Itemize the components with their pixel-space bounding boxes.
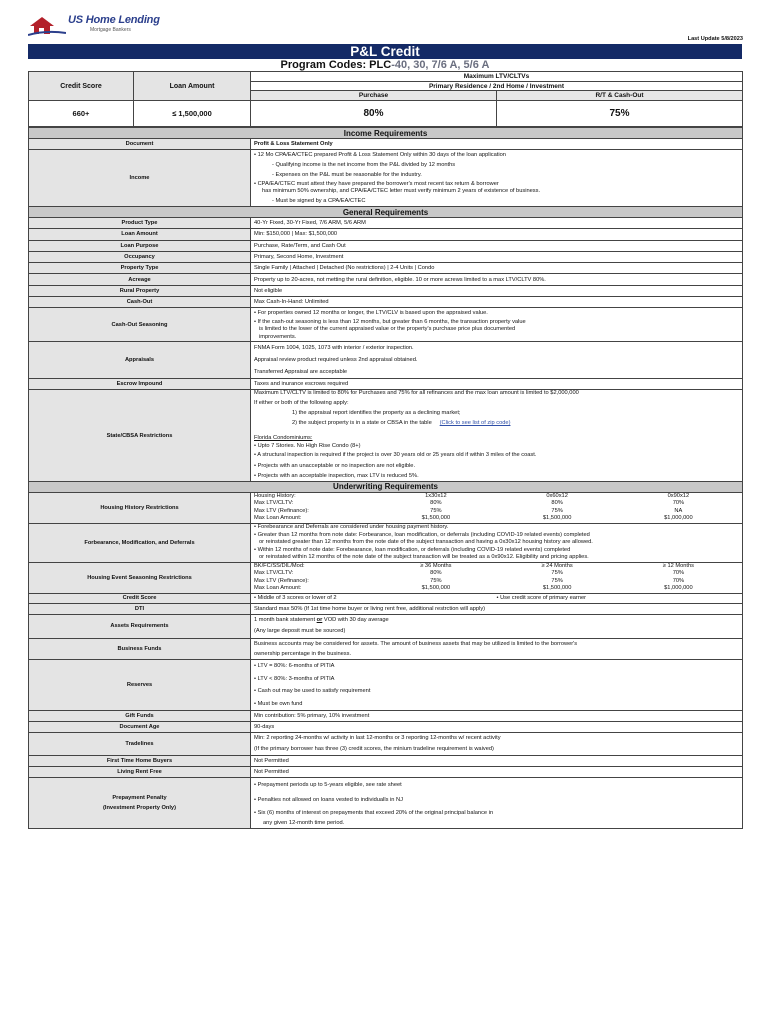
housing-event-label: Housing Event Seasoning Restrictions	[29, 562, 251, 593]
loan-purpose-label: Loan Purpose	[29, 240, 251, 251]
income-section-header: Income Requirements	[29, 128, 743, 139]
purchase-ltv: 80%	[251, 101, 497, 127]
loan-amount-value: ≤ 1,500,000	[134, 101, 251, 127]
business-funds-label: Business Funds	[29, 638, 251, 659]
property-type-label: Property Type	[29, 263, 251, 274]
rt-cashout-ltv: 75%	[497, 101, 743, 127]
cash-out-label: Cash-Out	[29, 297, 251, 308]
document-age-value: 90-days	[251, 722, 743, 733]
product-type-label: Product Type	[29, 218, 251, 229]
state-cbsa-label: State/CBSA Restrictions	[29, 390, 251, 482]
business-funds-value: Business accounts may be considered for assets. The amount of business assets that may be utilized is limited to the borrower's ownership percentage in the business.	[251, 638, 743, 659]
rt-cashout-header: R/T & Cash-Out	[497, 91, 743, 101]
escrow-value: Taxes and inurance escrows required	[251, 379, 743, 390]
prepayment-penalty-label: Prepayment Penalty (Investment Property Only)	[29, 778, 251, 829]
dti-label: DTI	[29, 603, 251, 614]
assets-label: Assets Requirements	[29, 614, 251, 638]
company-name: US Home Lending	[68, 14, 160, 26]
rate-sheet	[28, 44, 742, 829]
product-type-value: 40-Yr Fixed, 30-Yr Fixed, 7/6 ARM, 5/6 ARM	[251, 218, 743, 229]
occupancy-value: Primary, Second Home, Investment	[251, 251, 743, 262]
general-section-header: General Requirements	[29, 207, 743, 218]
program-codes: Program Codes: PLC-40, 30, 7/6 A, 5/6 A	[280, 59, 490, 71]
dti-value: Standard max 50% (If 1st time home buyer or living rent free, additional restrction will apply)	[251, 603, 743, 614]
cash-out-seasoning-label: Cash-Out Seasoning	[29, 308, 251, 342]
cash-out-seasoning-value: • For properties owned 12 months or longer, the LTV/CLV is based upon the appraised value. • If the cash-out seasoning is less than 12 months, but greater than 6 months, the transaction property value is limited to the lower of the current appraised value or the property's purchase price plus documented improvements.	[251, 308, 743, 342]
first-time-buyers-label: First Time Home Buyers	[29, 756, 251, 767]
credit-score-header: Credit Score	[29, 72, 134, 101]
reserves-value: • LTV = 80%: 6-months of PITIA • LTV < 80%: 3-months of PITIA • Cash out may be used to satisfy requirement • Must be own fund	[251, 660, 743, 711]
reserves-label: Reserves	[29, 660, 251, 711]
cash-out-value: Max Cash-In-Hand: Unlimited	[251, 297, 743, 308]
rural-property-value: Not eligible	[251, 285, 743, 296]
acreage-label: Acreage	[29, 274, 251, 285]
gift-funds-label: Gift Funds	[29, 711, 251, 722]
occupancy-label: Occupancy	[29, 251, 251, 262]
forbearance-value: • Forebearance and Deferrals are considered under housing payment history. • Greater than 12 months from note date: Forbearance, loan modification, or deferrals (including COVID-19 related events) completed or reinstated greater than 12 months from the note date of the subject transaction and having a 0x30x12 housing history are allowed. • Within 12 months of note date: Forebearance, loan modification, or deferrals (including COVID-19 related events) completed or reinstated within 12 months of the note date of the subject transaction will be treated as a 0x90x12. Eligibility and pricing applies.	[251, 523, 743, 562]
zip-code-list-link[interactable]: (Click to see list of zip code)	[439, 420, 511, 427]
underwriting-section-header: Underwriting Requirements	[29, 481, 743, 492]
house-logo-icon	[28, 14, 66, 36]
income-label: Income	[29, 150, 251, 207]
tradelines-value: Min: 2 reporting 24-months w/ activity in last 12-months or 3 reporting 12-months w/ recent activity (If the primary borrower has three (3) credit scores, the minium tradeline requirement is waived)	[251, 733, 743, 756]
rural-property-label: Rural Property	[29, 285, 251, 296]
loan-purpose-value: Purchase, Rate/Term, and Cash Out	[251, 240, 743, 251]
max-ltv-header: Maximum LTV/CLTVs	[251, 72, 743, 82]
housing-history-grid: Housing History: 1x30x12 0x60x12 0x90x12 Max LTV/CLTV: 80% 80% 70% Max LTV (Refinance): 75% 75% NA Max Loan Amount: $1,500,000 $1,500,000 $1,000,000	[251, 492, 743, 523]
loan-amount-label: Loan Amount	[29, 229, 251, 240]
acreage-value: Property up to 20-acres, not metting the rural definition, eligible. 10 or more acrews limited to a max LTV/CLTV 80%.	[251, 274, 743, 285]
prepayment-penalty-value: • Prepayment periods up to 5-years eligible, see rate sheet • Penalties not allowed on loans vested to individualls in NJ • Six (6) months of interest on prepayments that exceed 20% of the original principal balance in any given 12-month time period.	[251, 778, 743, 829]
last-update: Last Update 5/8/2023	[687, 36, 743, 42]
housing-event-grid: BK/FC/SS/DIL/Mod: ≥ 36 Months ≥ 24 Months ≥ 12 Months Max LTV/CLTV: 80% 75% 70% Max LTV (Refinance): 75% 75% 70% Max Loan Amount: $1,500,000 $1,500,000 $1,000,000	[251, 562, 743, 593]
company-tagline: Mortgage Bankers	[90, 27, 131, 33]
ltv-table	[28, 71, 743, 127]
living-rent-free-label: Living Rent Free	[29, 767, 251, 778]
document-value: Profit & Loss Statement Only	[251, 139, 743, 150]
company-logo	[28, 14, 188, 40]
income-details: • 12 Mo CPA/EA/CTEC prepared Profit & Loss Statement Only within 30 days of the loan application - Qualifying income is the net income from the P&L divided by 12 months - Expenses on the P&L must be reasonable for the industry. • CPA/EA/CTEC must attest they have prepared the borrower's most recent tax return & borrower has minimum 50% ownership, and CPA/EA/CTEC letter must verify minimum 2 years of existence of business. - Must be signed by a CPA/EA/CTEC	[251, 150, 743, 207]
first-time-buyers-value: Not Permitted	[251, 756, 743, 767]
document-label: Document	[29, 139, 251, 150]
requirements-table	[28, 127, 743, 829]
credit-score-rules: • Middle of 3 scores or lower of 2 • Use credit score of primary earner	[251, 593, 743, 603]
document-age-label: Document Age	[29, 722, 251, 733]
credit-score-label: Credit Score	[29, 593, 251, 603]
assets-value: 1 month bank statement or VOD with 30 day average (Any large deposit must be sourced)	[251, 614, 743, 638]
page-title: P&L Credit	[28, 44, 742, 59]
housing-history-label: Housing History Restrictions	[29, 492, 251, 523]
appraisals-label: Appraisals	[29, 342, 251, 379]
gift-funds-value: Min contribution: 5% primary, 10% investment	[251, 711, 743, 722]
living-rent-free-value: Not Permitted	[251, 767, 743, 778]
tradelines-label: Tradelines	[29, 733, 251, 756]
loan-amount-range: Min: $150,000 | Max: $1,500,000	[251, 229, 743, 240]
credit-score-value: 660+	[29, 101, 134, 127]
occupancy-header: Primary Residence / 2nd Home / Investment	[251, 82, 743, 91]
property-type-value: Single Family | Attached | Detached (No restrictions) | 2-4 Units | Condo	[251, 263, 743, 274]
purchase-header: Purchase	[251, 91, 497, 101]
state-cbsa-value: Maximum LTV/CLTV is limited to 80% for Purchases and 75% for all refinances and the max loan amount is limited to $2,000,000 If either or both of the following apply: 1) the appraisal report identifies the property as a declining market; 2) the subject property is in a state or CBSA in the table (Click to see list of zip code) Florida Condominiums: • Upto 7 Stories. No High Rise Condo (8+) • A structural inspection is required if the project is over 30 years old or 25 years old if within 3 miles of the coast. • Projects with an unacceptable or no inspection are not eligible. • Projects with an acceptable inspection, max LTV is reduced 5%.	[251, 390, 743, 482]
appraisals-value: FNMA Form 1004, 1025, 1073 with interior / exterior inspection. Appraisal review product required unless 2nd appraisal obtained. Transferred Appraisal are acceptable	[251, 342, 743, 379]
forbearance-label: Forbearance, Modification, and Deferrals	[29, 523, 251, 562]
escrow-label: Escrow Impound	[29, 379, 251, 390]
loan-amount-header: Loan Amount	[134, 72, 251, 101]
